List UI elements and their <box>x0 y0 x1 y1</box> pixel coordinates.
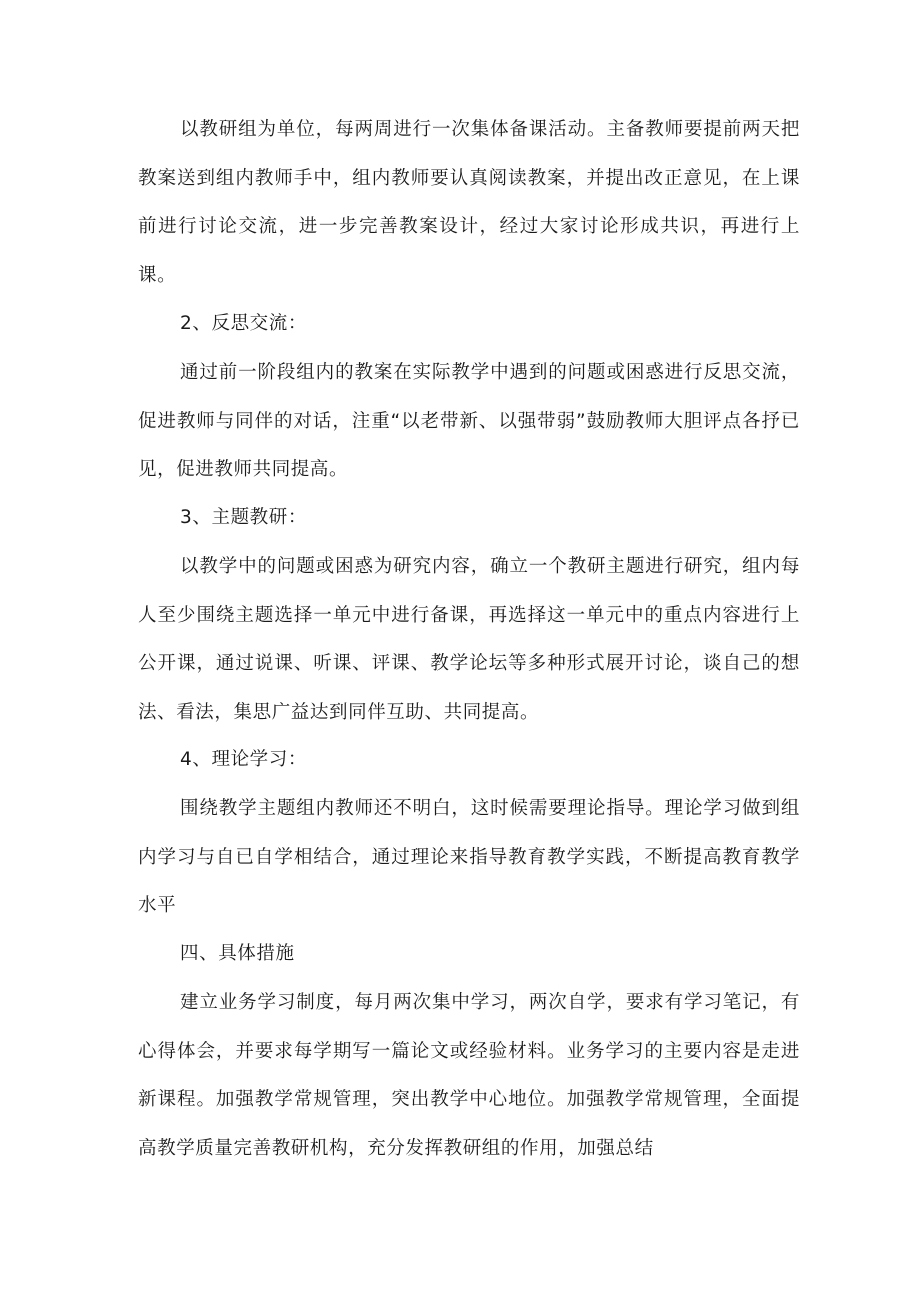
paragraph-theory-study: 围绕教学主题组内教师还不明白，这时候需要理论指导。理论学习做到组内学习与自已自学相结合，通过理论来指导教育教学实践，不断提高教育教学水平 <box>138 798 800 916</box>
heading-specific-measures: 四、具体措施 <box>180 943 295 964</box>
paragraph-specific-measures: 建立业务学习制度，每月两次集中学习，两次自学，要求有学习笔记，有心得体会，并要求每学期写一篇论文或经验材料。业务学习的主要内容是走进新课程。加强教学常规管理，突出教学中心地位。加强教学常规管理，全面提高教学质量完善教研机构，充分发挥教研组的作用，加强总结 <box>138 992 800 1159</box>
paragraph-reflection-exchange: 通过前一阶段组内的教案在实际教学中遇到的问题或困惑进行反思交流，促进教师与同伴的对话，注重“以老带新、以强带弱”鼓励教师大胆评点各抒已见，促进教师共同提高。 <box>138 362 800 480</box>
paragraph-theme-research: 以教学中的问题或困惑为研究内容，确立一个教研主题进行研究，组内每人至少围绕主题选择一单元中进行备课，再选择这一单元中的重点内容进行上公开课，通过说课、听课、评课、教学论坛等多种形式展开讨论，谈自己的想法、看法，集思广益达到同伴互助、共同提高。 <box>138 556 800 723</box>
heading-theory-study: 4、理论学习： <box>180 749 307 770</box>
heading-reflection-exchange: 2、反思交流： <box>180 313 307 334</box>
paragraph-collective-lesson-prep: 以教研组为单位，每两周进行一次集体备课活动。主备教师要提前两天把教案送到组内教师手中，组内教师要认真阅读教案，并提出改正意见，在上课前进行讨论交流，进一步完善教案设计，经过大家讨论形成共识，再进行上课。 <box>138 119 800 286</box>
heading-theme-research: 3、主题教研： <box>180 507 307 528</box>
